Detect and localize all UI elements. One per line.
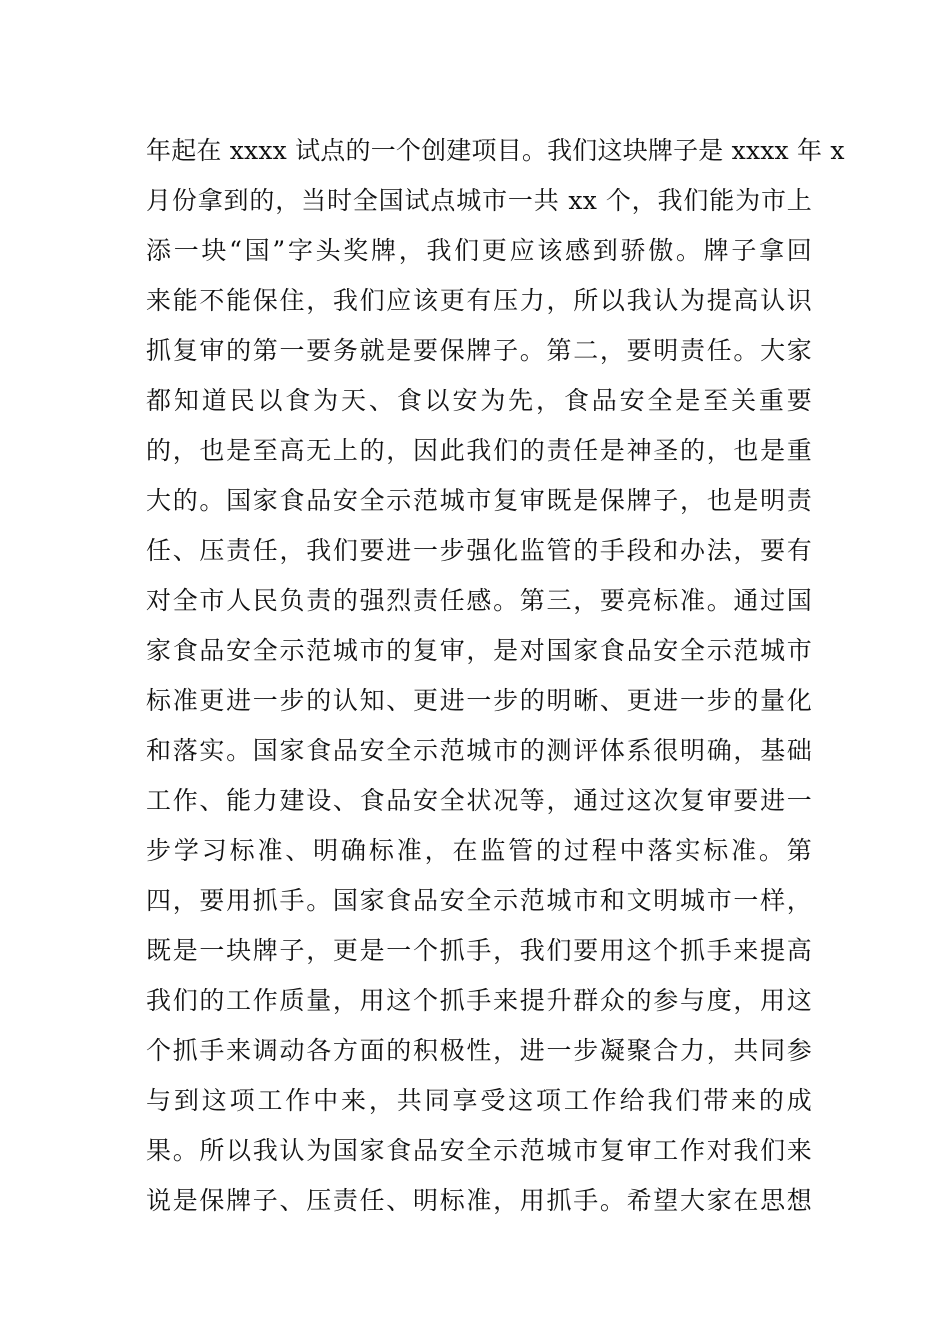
body-text (146, 126, 845, 1226)
text-line: 任、压责任，我们要进一步强化监管的手段和办法，要有 (146, 536, 812, 565)
text-line: 家食品安全示范城市的复审，是对国家食品安全示范城市 (146, 636, 812, 665)
text-line: 工作、能力建设、食品安全状况等，通过这次复审要进一 (146, 786, 812, 815)
text-line: 月份拿到的，当时全国试点城市一共 xx 个，我们能为市上 (146, 186, 812, 215)
text-line: 对全市人民负责的强烈责任感。第三，要亮标准。通过国 (146, 586, 812, 615)
text-line: 我们的工作质量，用这个抓手来提升群众的参与度，用这 (146, 986, 812, 1015)
text-line: 既是一块牌子，更是一个抓手，我们要用这个抓手来提高 (146, 936, 812, 965)
text-line: 果。所以我认为国家食品安全示范城市复审工作对我们来 (146, 1136, 812, 1165)
text-line: 和落实。国家食品安全示范城市的测评体系很明确，基础 (146, 736, 812, 765)
text-line: 年起在 xxxx 试点的一个创建项目。我们这块牌子是 xxxx 年 x (146, 136, 845, 165)
text-line: 步学习标准、明确标准，在监管的过程中落实标准。第 (146, 836, 812, 865)
text-line: 与到这项工作中来，共同享受这项工作给我们带来的成 (146, 1086, 812, 1115)
text-line: 都知道民以食为天、食以安为先，食品安全是至关重要 (146, 386, 812, 415)
text-line: 的，也是至高无上的，因此我们的责任是神圣的，也是重 (146, 436, 812, 465)
text-line: 大的。国家食品安全示范城市复审既是保牌子，也是明责 (146, 486, 812, 515)
text-line: 抓复审的第一要务就是要保牌子。第二，要明责任。大家 (146, 336, 812, 365)
text-line: 说是保牌子、压责任、明标准，用抓手。希望大家在思想 (146, 1186, 812, 1215)
text-line: 来能不能保住，我们应该更有压力，所以我认为提高认识 (146, 286, 812, 315)
text-line: 添一块“国”字头奖牌，我们更应该感到骄傲。牌子拿回 (146, 236, 812, 265)
text-line: 标准更进一步的认知、更进一步的明晰、更进一步的量化 (146, 686, 812, 715)
text-line: 个抓手来调动各方面的积极性，进一步凝聚合力，共同参 (146, 1036, 812, 1065)
text-line: 四，要用抓手。国家食品安全示范城市和文明城市一样， (146, 886, 812, 915)
